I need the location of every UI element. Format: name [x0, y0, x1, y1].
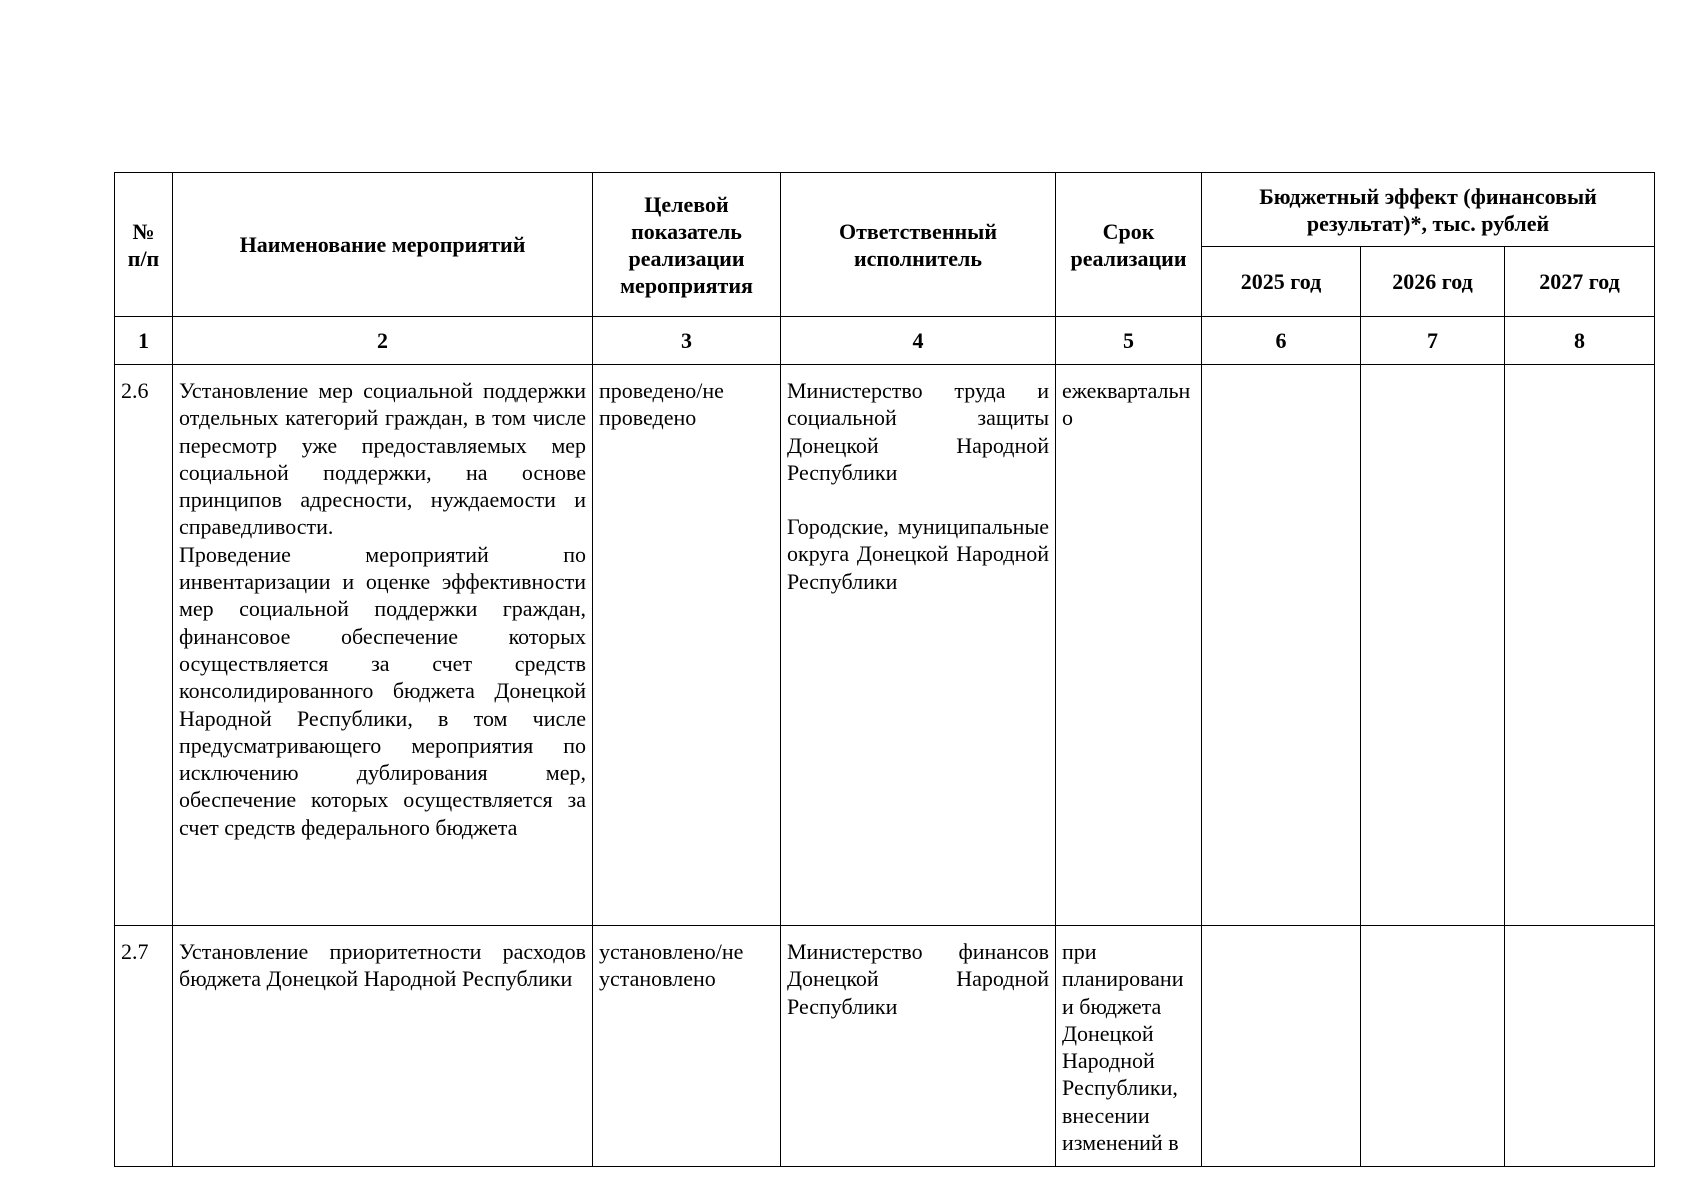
header-num: № п/п — [115, 173, 173, 317]
budget-2026-value — [1361, 365, 1505, 926]
column-number: 1 — [115, 317, 173, 365]
column-number: 8 — [1505, 317, 1655, 365]
measure-name-paragraph: Установление мер социальной поддержки отдельных категорий граждан, в том числе пересмотр уже предоставляемых мер социальной поддержки, на основе принципов адресности, нуждаемости и справедливости. — [179, 378, 586, 540]
header-term: Срок реализации — [1056, 173, 1202, 317]
header-name: Наименование мероприятий — [173, 173, 593, 317]
target-indicator: установлено/не установлено — [593, 926, 781, 1167]
budget-2027-value — [1505, 365, 1655, 926]
column-number-row — [115, 317, 1655, 365]
row-number: 2.6 — [115, 365, 173, 926]
paragraph-gap — [787, 486, 1049, 513]
column-number: 5 — [1056, 317, 1202, 365]
target-indicator: проведено/не проведено — [593, 365, 781, 926]
responsible-paragraph: Городские, муниципальные округа Донецкой Народной Республики — [787, 514, 1049, 594]
implementation-term: ежеквартально — [1056, 365, 1202, 926]
column-number: 6 — [1202, 317, 1361, 365]
column-number: 7 — [1361, 317, 1505, 365]
document-page — [114, 172, 1654, 1167]
budget-2025-value — [1202, 926, 1361, 1167]
responsible-cell — [781, 365, 1056, 926]
measure-name-paragraph: Проведение мероприятий по инвентаризации и оценке эффективности мер социальной поддержки граждан, финансовое обеспечение которых осуществляется за счет средств консолидированного бюджета Донецкой Народной Республики, в том числе предусматривающего мероприятия по исключению дублирования мер, обеспечение которых осуществляется за счет средств федерального бюджета — [179, 541, 586, 840]
term-text: при планировании бюджета Донецкой Народной Республики, внесении изменений в — [1062, 939, 1184, 1156]
implementation-term — [1056, 926, 1202, 1167]
header-target: Целевой показатель реализации мероприятия — [593, 173, 781, 317]
measures-table — [114, 172, 1655, 1167]
header-budget-effect: Бюджетный эффект (финансовый результат)*, тыс. рублей — [1202, 173, 1655, 247]
header-year-2027: 2027 год — [1505, 247, 1655, 317]
row-number: 2.7 — [115, 926, 173, 1167]
column-number: 2 — [173, 317, 593, 365]
header-year-2026: 2026 год — [1361, 247, 1505, 317]
budget-2025-value — [1202, 365, 1361, 926]
table-row — [115, 365, 1655, 926]
header-year-2025: 2025 год — [1202, 247, 1361, 317]
column-number: 4 — [781, 317, 1056, 365]
measure-name-cell: Установление приоритетности расходов бюджета Донецкой Народной Республики — [173, 926, 593, 1167]
responsible-cell: Министерство финансов Донецкой Народной Республики — [781, 926, 1056, 1167]
header-responsible: Ответственный исполнитель — [781, 173, 1056, 317]
responsible-paragraph: Министерство труда и социальной защиты Донецкой Народной Республики — [787, 378, 1049, 485]
header-row — [115, 173, 1655, 247]
measure-name-cell — [173, 365, 593, 926]
column-number: 3 — [593, 317, 781, 365]
budget-2026-value — [1361, 926, 1505, 1167]
budget-2027-value — [1505, 926, 1655, 1167]
table-row — [115, 926, 1655, 1167]
